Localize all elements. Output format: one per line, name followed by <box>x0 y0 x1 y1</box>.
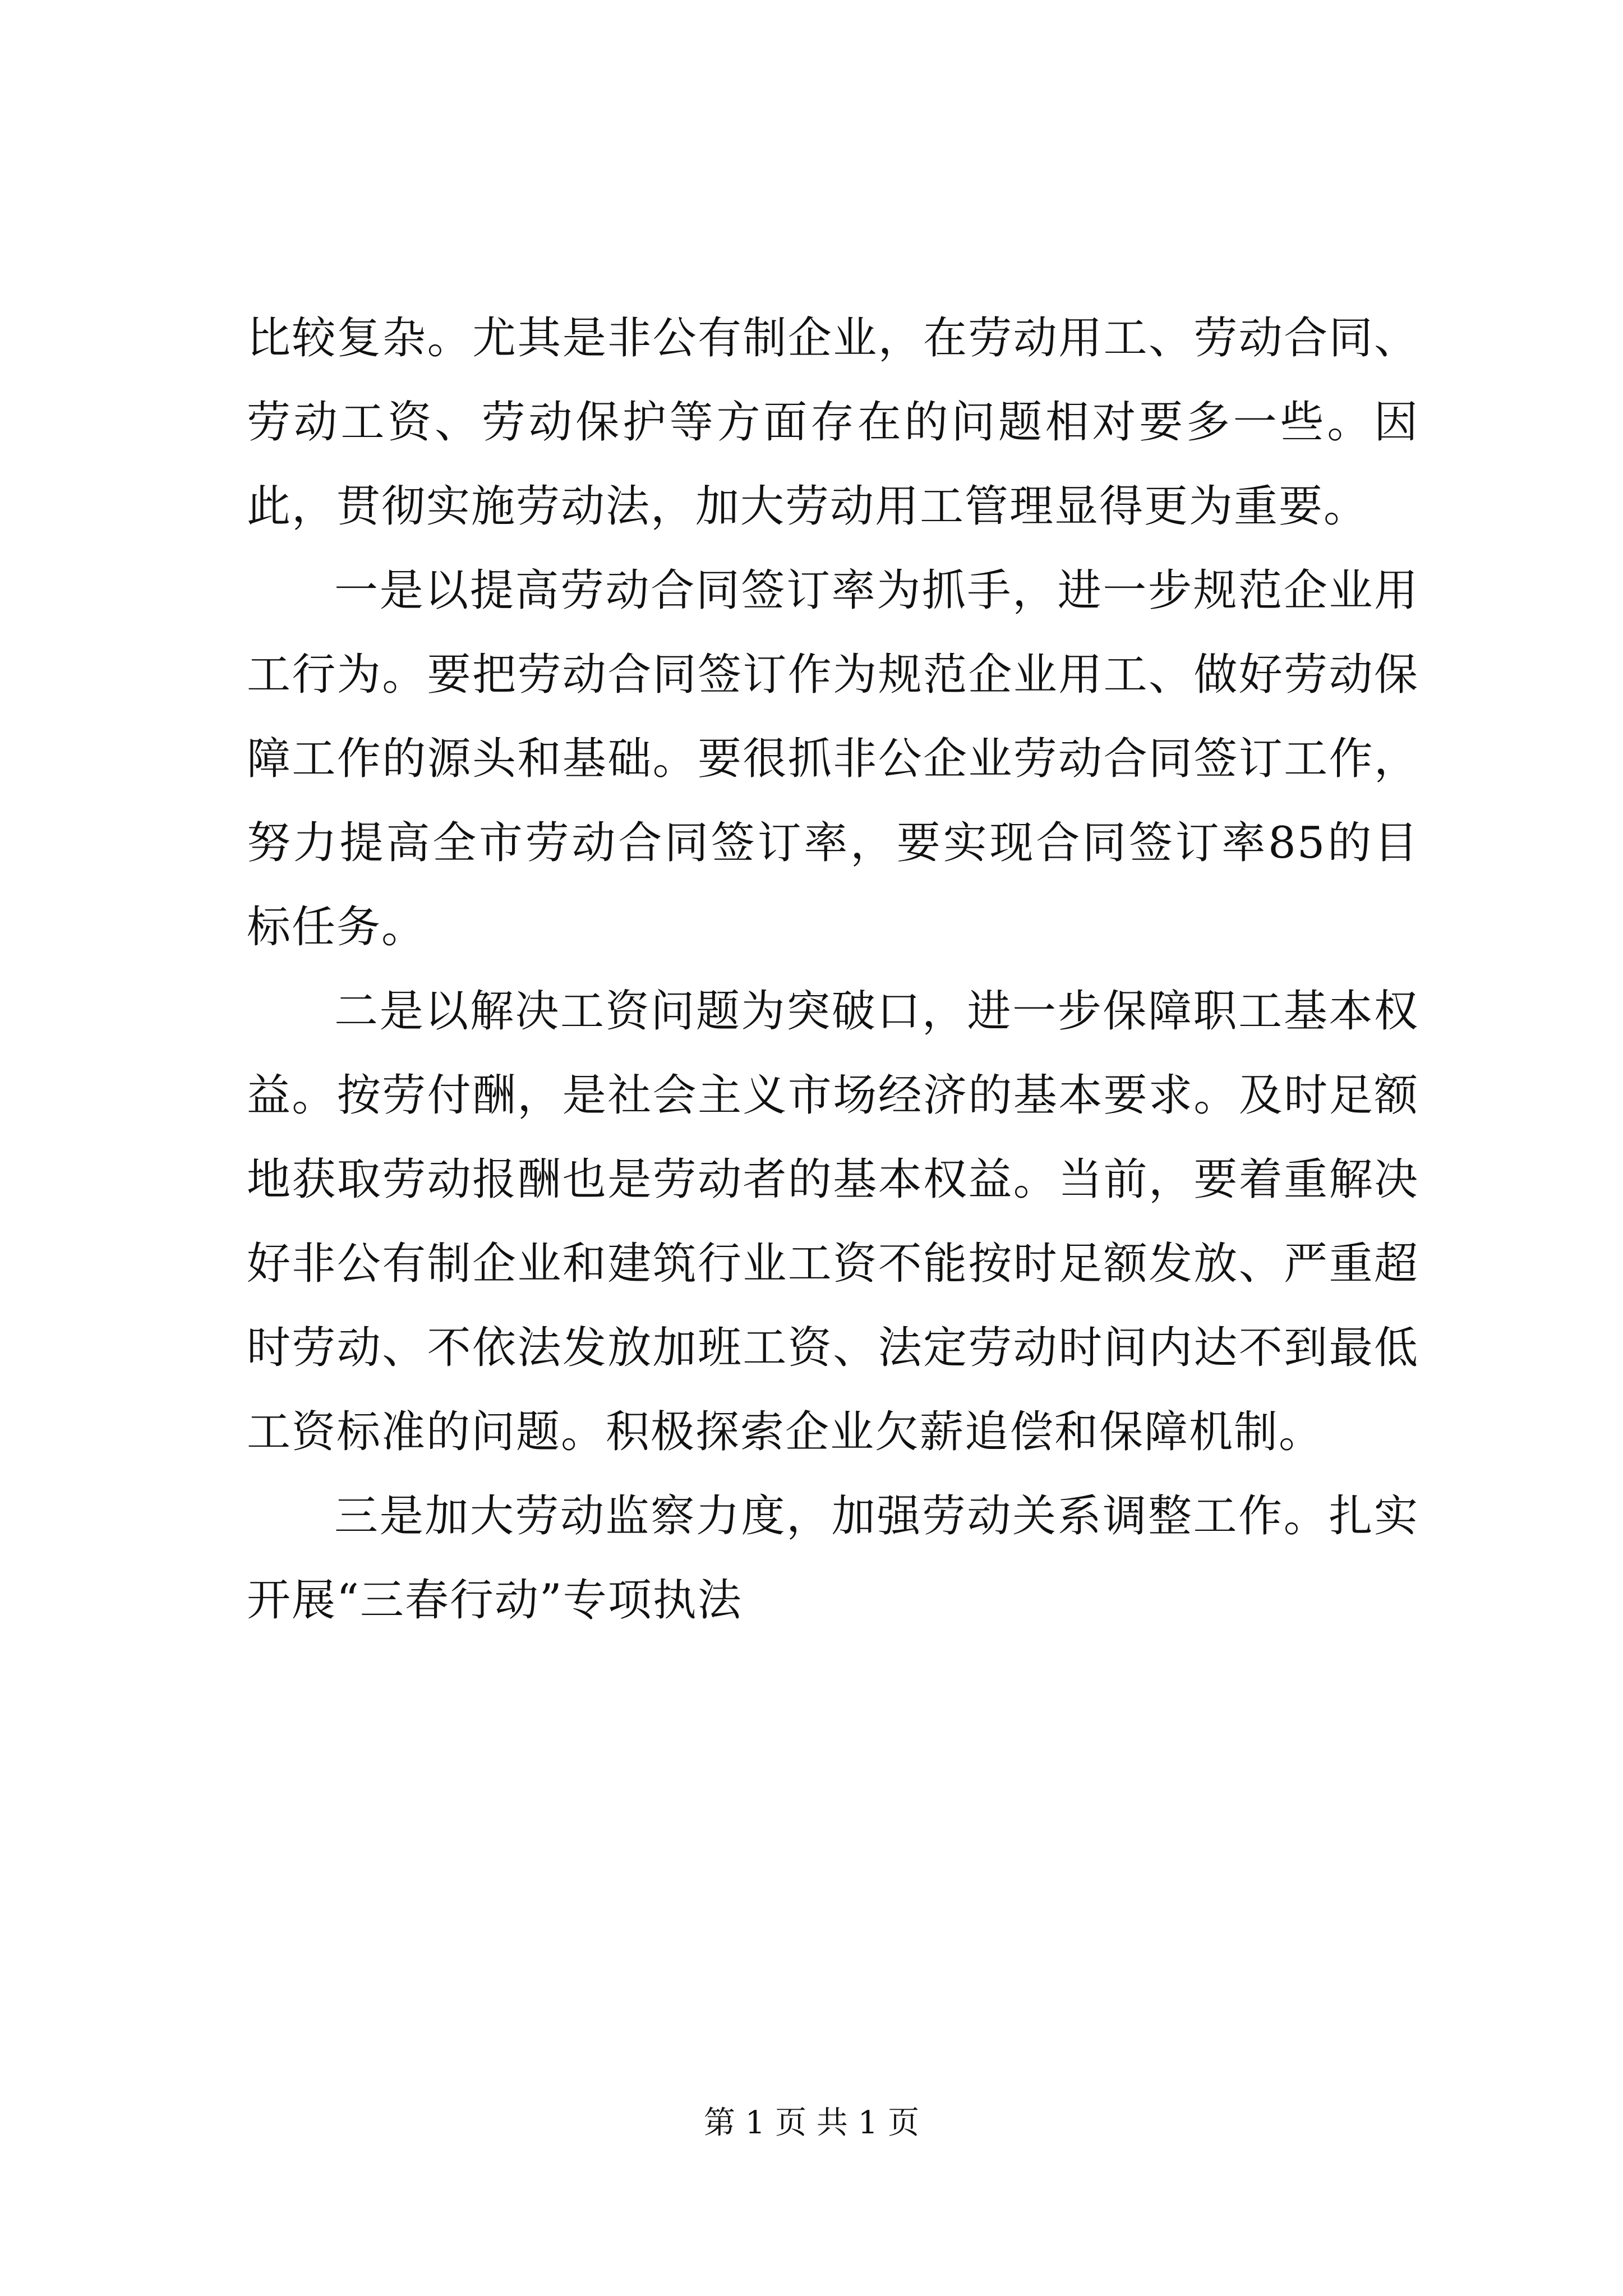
document-body <box>247 296 1419 1642</box>
paragraph-wages: 二是以解决工资问题为突破口，进一步保障职工基本权益。按劳付酬，是社会主义市场经济的基本要求。及时足额地获取劳动报酬也是劳动者的基本权益。当前，要着重解决好非公有制企业和建筑行业工资不能按时足额发放、严重超时劳动、不依法发放加班工资、法定劳动时间内达不到最低工资标准的问题。积极探索企业欠薪追偿和保障机制。 <box>247 986 1419 1457</box>
page-footer: 第 1 页 共 1 页 <box>703 2105 920 2141</box>
paragraph-labor-contract: 一是以提高劳动合同签订率为抓手，进一步规范企业用工行为。要把劳动合同签订作为规范企业用工、做好劳动保障工作的源头和基础。要很抓非公企业劳动合同签订工作，努力提高全市劳动合同签订率，要实现合同签订率85的目标任务。 <box>247 565 1419 953</box>
paragraph-continuation: 比较复杂。尤其是非公有制企业，在劳动用工、劳动合同、劳动工资、劳动保护等方面存在的问题相对要多一些。因此，贯彻实施劳动法，加大劳动用工管理显得更为重要。 <box>247 313 1419 532</box>
paragraph-labor-inspection: 三是加大劳动监察力度，加强劳动关系调整工作。扎实开展“三春行动”专项执法 <box>247 1491 1419 1626</box>
